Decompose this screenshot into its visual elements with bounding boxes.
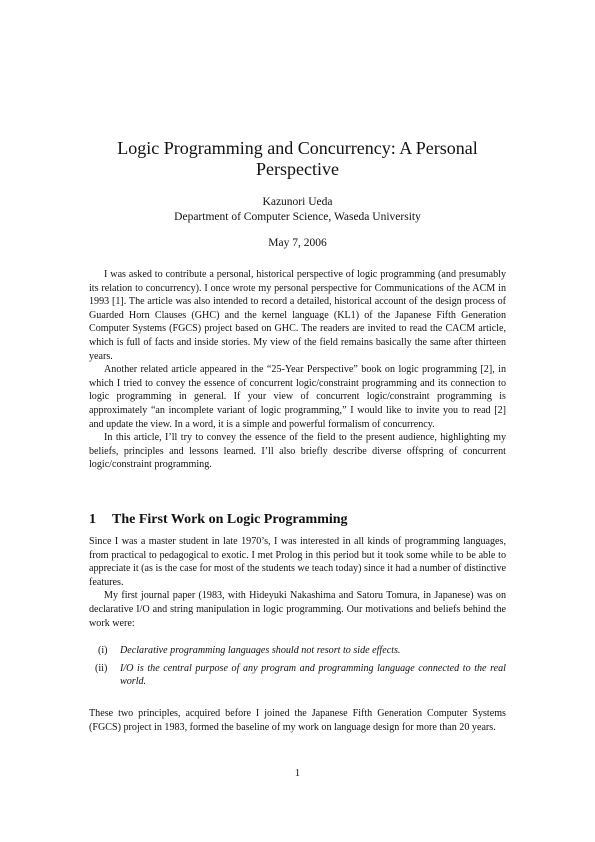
publication-date: May 7, 2006 [268,237,327,249]
page-number: 1 [294,768,301,779]
intro-paragraph: Another related article appeared in the “25-Year Perspective” book on logic programming [2], in which I tried to convey the essence of concurrent logic/constraint programming and its connection to logic programming in general. If your view of concurrent logic/constraint programming is approximately “an incomplete variant of logic programming,” I would like to invite you to read [2] and update the view. In a word, it is a simple and powerful formalism of concurrency. [89,364,506,430]
author-affiliation: Department of Computer Science, Waseda University [174,211,421,223]
section-body [89,535,506,630]
section-paragraph: These two principles, acquired before I joined the Japanese Fifth Generation Computer Systems (FGCS) project in 1983, formed the baseline of my work on language design for more than 20 years. [89,708,506,733]
intro-paragraph: In this article, I’ll try to convey the essence of the field to the present audience, highlighting my beliefs, principles and lessons learned. I’ll also briefly describe diverse offspring of concurrent logic/constraint programming. [89,432,506,471]
list-item-text: Declarative programming languages should not resort to side effects. [120,645,401,656]
principles-list [89,644,506,693]
section-paragraph: Since I was a master student in late 1970’s, I was interested in all kinds of programming languages, from practical to pedagogical to exotic. I met Prolog in this period but it took some while to be able to appreciate it (as is the case for most of the students we teach today) since it had a number of distinctive features. [89,536,506,588]
section-heading [89,511,348,529]
section-body-closing [89,707,506,734]
list-item-label: (i) [98,645,108,656]
intro-paragraph: I was asked to contribute a personal, historical perspective of logic programming (and presumably its relation to concurrency). I once wrote my personal perspective for Communications of the ACM in 1993 [1]. The article was also intended to record a detailed, historical account of the design process of Guarded Horn Clauses (GHC) and the kernel language (KL1) of the Japanese Fifth Generation Computer Systems (FGCS) project based on GHC. The readers are invited to read the CACM article, which is full of facts and inside stories. My view of the field remains basically the same after thirteen years. [89,269,506,362]
paper-title-line-1: Logic Programming and Concurrency: A Personal [117,138,478,158]
list-item [89,662,506,689]
list-item [89,644,506,658]
paper-title [0,138,595,180]
paper-title-line-2: Perspective [256,159,339,179]
list-item-label: (ii) [95,662,108,674]
section-paragraph: My first journal paper (1983, with Hideyuki Nakashima and Satoru Tomura, in Japanese) was on declarative I/O and string manipulation in logic programming. Our motivations and beliefs behind the work were: [89,590,506,629]
list-item-text: I/O is the central purpose of any program and programming language connected to the real world. [120,662,506,688]
section-title: The First Work on Logic Programming [112,512,348,527]
section-number: 1 [89,512,96,527]
author-name: Kazunori Ueda [262,196,333,208]
intro-section [89,268,506,472]
